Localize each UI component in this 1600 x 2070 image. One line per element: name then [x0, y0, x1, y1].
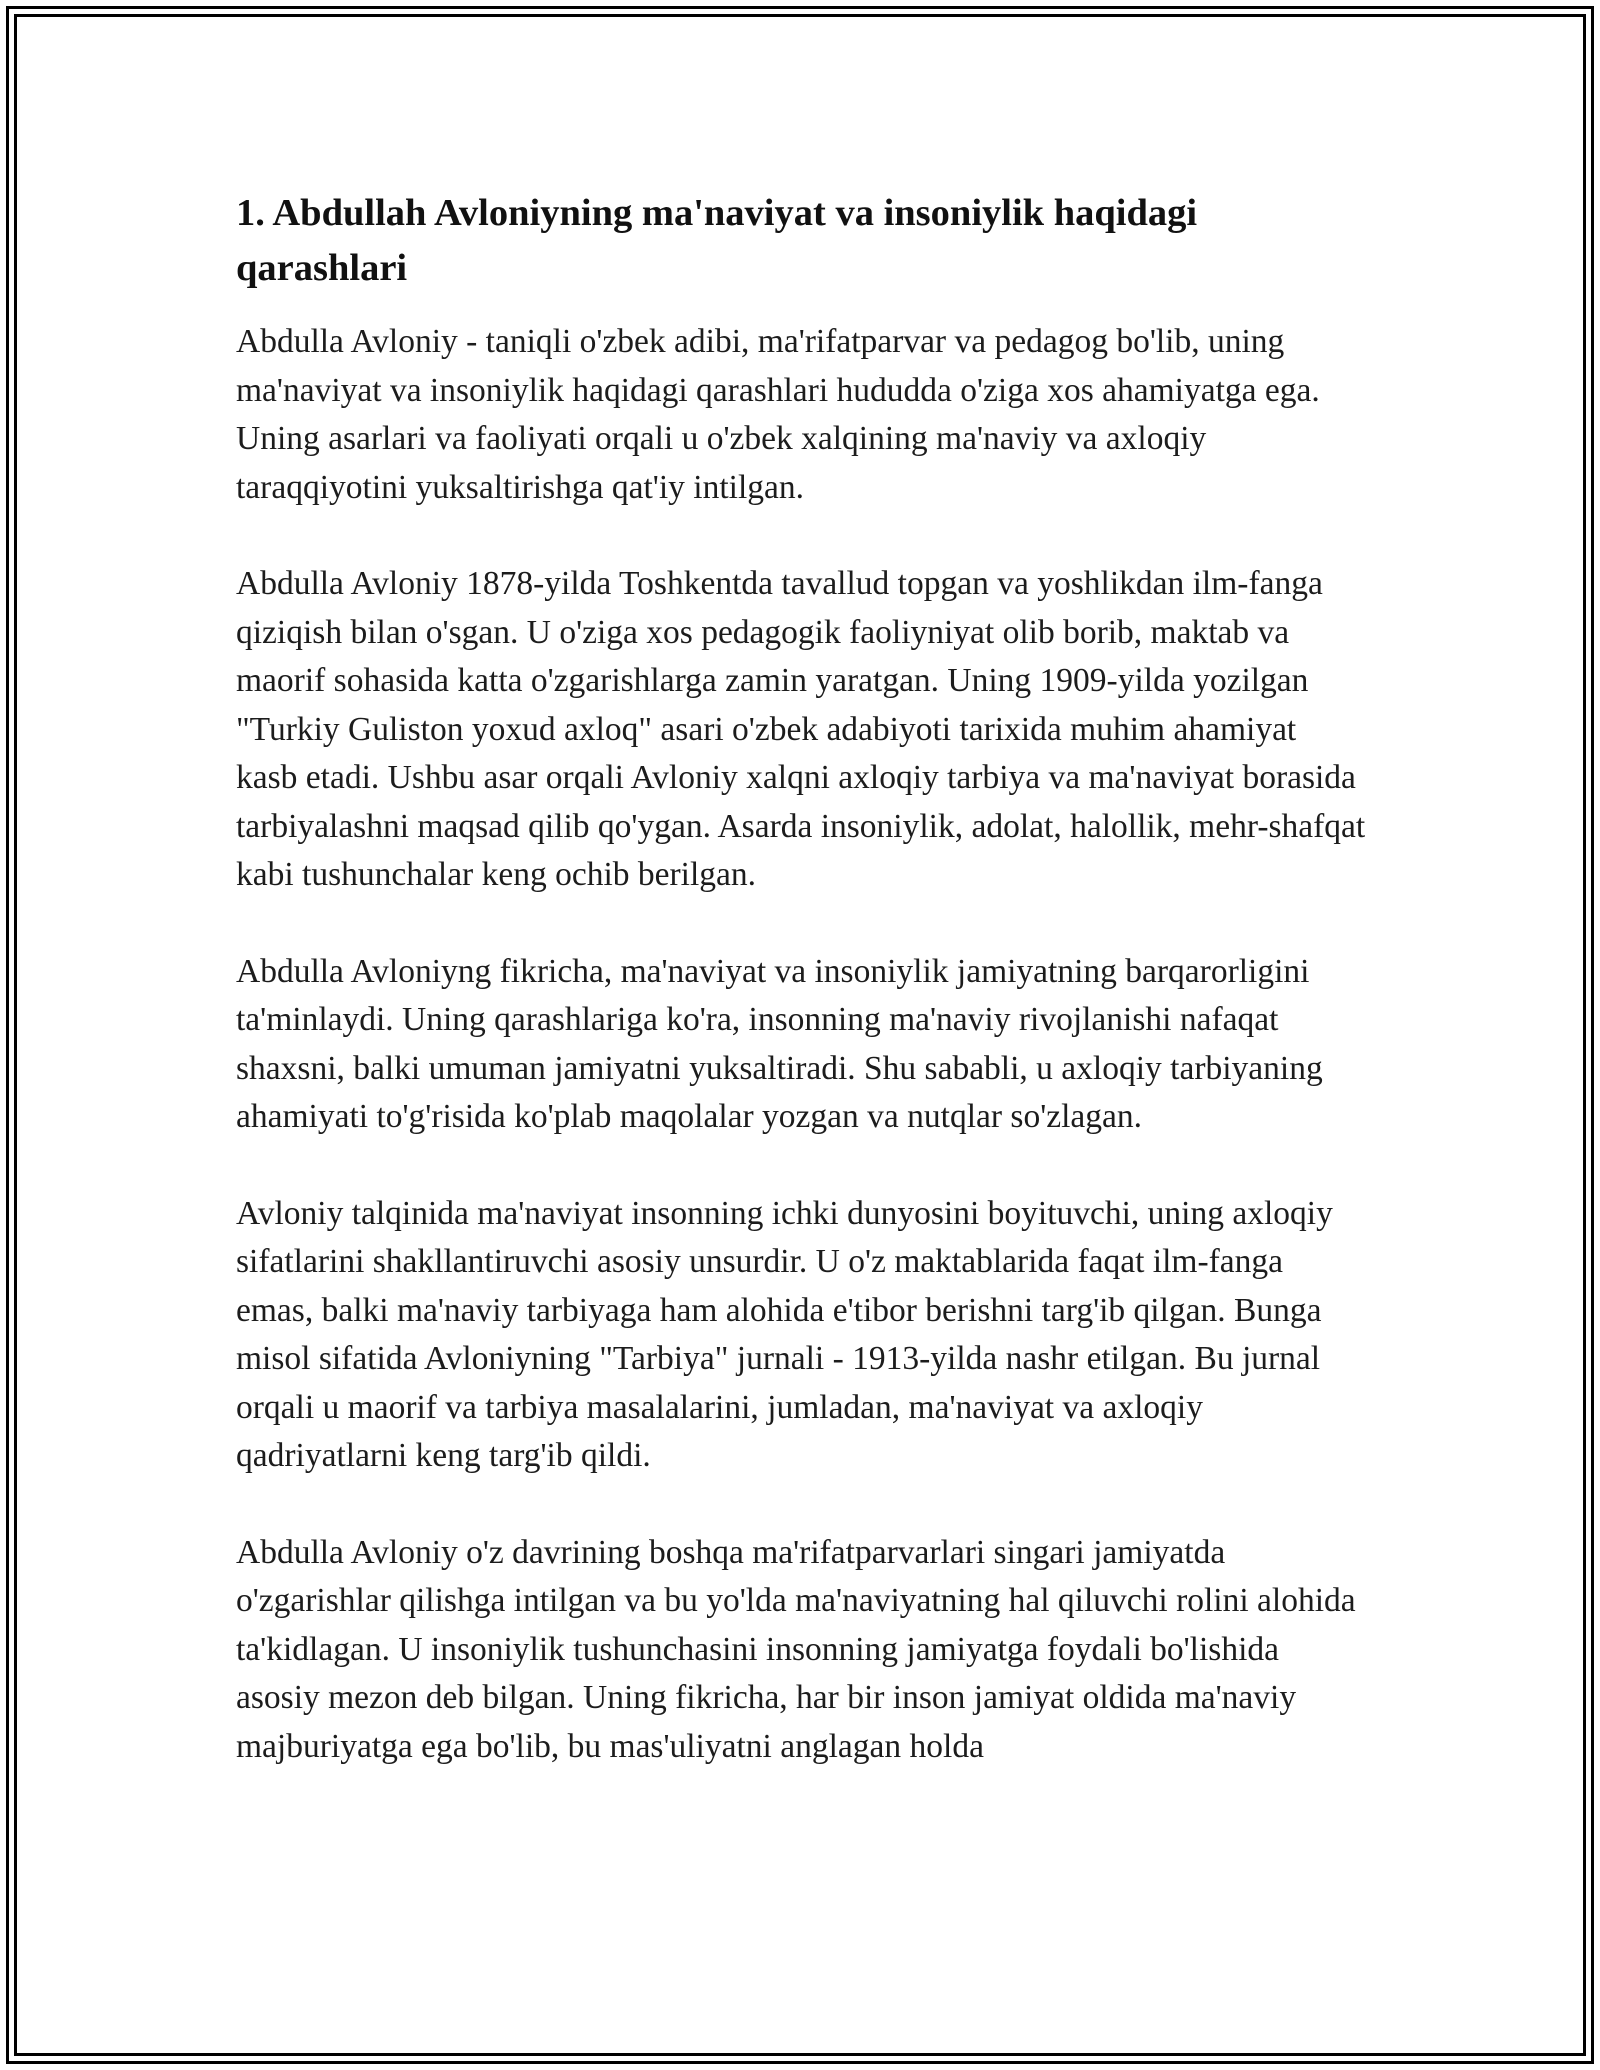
paragraph-3: Abdulla Avloniyng fikricha, ma'naviyat va insoniylik jamiyatning barqarorligini ta'minlaydi. Uning qarashlariga ko'ra, insonning ma'naviy rivojlanishi nafaqat shaxsni, balki umuman jamiyatni yuksaltiradi. Shu sababli, u axloqiy tarbiyaning ahamiyati to'g'risida ko'plab maqolalar yozgan va nutqlar so'zlagan.: [236, 952, 1323, 1135]
paragraph-2: Abdulla Avloniy 1878-yilda Toshkentda tavallud topgan va yoshlikdan ilm-fanga qiziqish bilan o'sgan. U o'ziga xos pedagogik faoliyniyat olib borib, maktab va maorif sohasida katta o'zgarishlarga zamin yaratgan. Uning 1909-yilda yozilgan "Turkiy Guliston yoxud axloq" asari o'zbek adabiyoti tarixida muhim ahamiyat kasb etadi. Ushbu asar orqali Avloniy xalqni axloqiy tarbiya va ma'naviyat borasida tarbiyalashni maqsad qilib qo'ygan. Asarda insoniylik, adolat, halollik, mehr-shafqat kabi tushunchalar keng ochib berilgan.: [236, 565, 1366, 893]
paragraph-5: Abdulla Avloniy o'z davrining boshqa ma'rifatparvarlari singari jamiyatda o'zgarishlar qilishga intilgan va bu yo'lda ma'naviyatning hal qiluvchi rolini alohida ta'kidlagan. U insoniylik tushunchasini insonning jamiyatga foydali bo'lishida asosiy mezon deb bilgan. Uning fikricha, har bir inson jamiyat oldida ma'naviy majburiyatga ega bo'lib, bu mas'uliyatni anglagan holda: [236, 1533, 1356, 1765]
document-title: 1. Abdullah Avloniyning ma'naviyat va insoniylik haqidagi qarashlari: [236, 192, 1198, 289]
document-body: [236, 186, 1366, 1771]
paragraph-1: Abdulla Avloniy - taniqli o'zbek adibi, ma'rifatparvar va pedagog bo'lib, uning ma'naviyat va insoniylik haqidagi qarashlari hududda o'ziga xos ahamiyatga ega. Uning asarlari va faoliyati orqali u o'zbek xalqining ma'naviy va axloqiy taraqqiyotini yuksaltirishga qat'iy intilgan.: [236, 323, 1320, 506]
paragraph-4: Avloniy talqinida ma'naviyat insonning ichki dunyosini boyituvchi, uning axloqiy sifatlarini shakllantiruvchi asosiy unsurdir. U o'z maktablarida faqat ilm-fanga emas, balki ma'naviy tarbiyaga ham alohida e'tibor berishni targ'ib qilgan. Bunga misol sifatida Avloniyning "Tarbiya" jurnali - 1913-yilda nashr etilgan. Bu jurnal orqali u maorif va tarbiya masalalarini, jumladan, ma'naviyat va axloqiy qadriyatlarni keng targ'ib qildi.: [236, 1194, 1333, 1474]
